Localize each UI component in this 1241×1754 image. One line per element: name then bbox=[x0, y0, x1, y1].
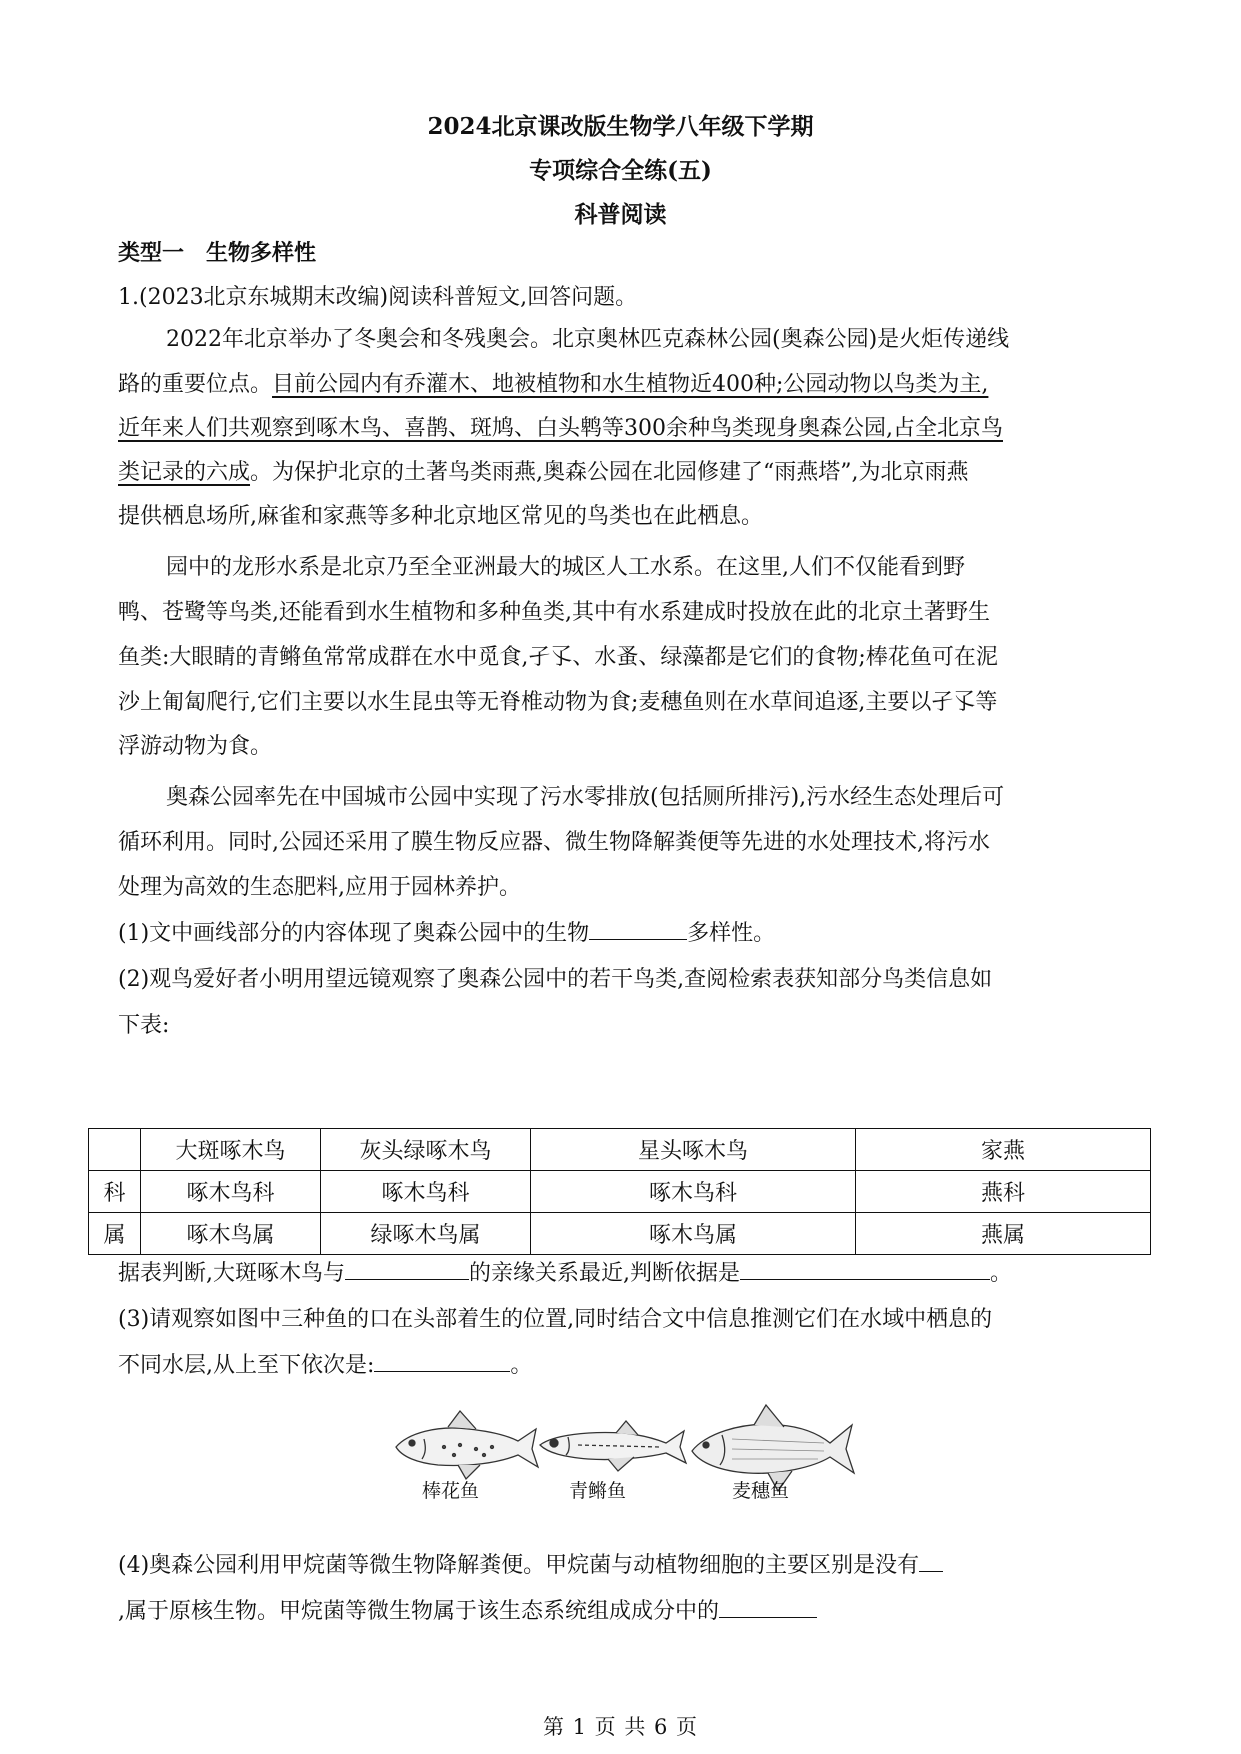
section-heading: 类型一 生物多样性 bbox=[118, 240, 317, 266]
table-cell: 星头啄木鸟 bbox=[531, 1129, 856, 1171]
question-text: 多样性。 bbox=[687, 921, 776, 946]
table-cell: 家燕 bbox=[856, 1129, 1151, 1171]
paragraph-line bbox=[118, 367, 1128, 398]
question-text: (4)奥森公园利用甲烷菌等微生物降解粪便。甲烷菌与动植物细胞的主要区别是没有 bbox=[118, 1553, 920, 1578]
paragraph-line: 处理为高效的生态肥料,应用于园林养护。 bbox=[118, 875, 521, 900]
fish-2-drawing bbox=[540, 1421, 686, 1471]
document-subtitle: 专项综合全练(五) bbox=[529, 157, 712, 184]
paragraph-line bbox=[118, 455, 1128, 486]
sub-question-3-cont bbox=[118, 1348, 1128, 1379]
answer-blank[interactable] bbox=[345, 1259, 469, 1280]
underlined-text: 目前公园内有乔灌木、地被植物和水生植物近400种;公园动物以鸟类为主, bbox=[272, 372, 989, 397]
answer-blank[interactable] bbox=[719, 1597, 817, 1618]
question-intro: 1.(2023北京东城期末改编)阅读科普短文,回答问题。 bbox=[118, 285, 638, 310]
table-cell: 绿啄木鸟属 bbox=[321, 1213, 531, 1255]
paragraph-line: 奥森公园率先在中国城市公园中实现了污水零排放(包括厕所排污),污水经生态处理后可 bbox=[166, 785, 1005, 810]
answer-blank[interactable] bbox=[374, 1351, 510, 1372]
paragraph-line: 提供栖息场所,麻雀和家燕等多种北京地区常见的鸟类也在此栖息。 bbox=[118, 504, 763, 529]
fish-label: 棒花鱼 bbox=[422, 1480, 480, 1502]
answer-blank[interactable] bbox=[589, 919, 687, 940]
page-number: 第 1 页 共 6 页 bbox=[542, 1715, 699, 1739]
table-cell: 啄木鸟科 bbox=[321, 1171, 531, 1213]
table-cell: 燕科 bbox=[856, 1171, 1151, 1213]
fish-1-drawing bbox=[396, 1411, 538, 1479]
sub-question-4-cont bbox=[118, 1594, 1128, 1625]
document-topic: 科普阅读 bbox=[574, 201, 667, 228]
table-cell: 啄木鸟科 bbox=[531, 1171, 856, 1213]
fish-label: 麦穗鱼 bbox=[732, 1480, 790, 1502]
bird-classification-table bbox=[88, 1128, 1151, 1255]
question-text: 不同水层,从上至下依次是: bbox=[118, 1353, 375, 1378]
sub-question-1 bbox=[118, 916, 1128, 947]
table-cell: 啄木鸟科 bbox=[141, 1171, 321, 1213]
table-cell: 科 bbox=[89, 1171, 141, 1213]
sub-question-3: (3)请观察如图中三种鱼的口在头部着生的位置,同时结合文中信息推测它们在水域中栖息的 bbox=[118, 1307, 993, 1332]
paragraph-line: 鸭、苍鹭等鸟类,还能看到水生植物和多种鱼类,其中有水系建成时投放在此的北京土著野生 bbox=[118, 600, 990, 625]
paragraph-line: 浮游动物为食。 bbox=[118, 734, 273, 759]
table-row bbox=[89, 1213, 1151, 1255]
table-cell: 啄木鸟属 bbox=[531, 1213, 856, 1255]
question-text: 的亲缘关系最近,判断依据是 bbox=[469, 1261, 740, 1286]
paragraph-text: 。为保护北京的土著鸟类雨燕,奥森公园在北园修建了“雨燕塔”,为北京雨燕 bbox=[250, 460, 969, 485]
fish-label: 青鳉鱼 bbox=[569, 1480, 627, 1502]
answer-blank[interactable] bbox=[919, 1551, 943, 1572]
table-cell: 啄木鸟属 bbox=[141, 1213, 321, 1255]
sub-question-2-cont: 下表: bbox=[118, 1013, 170, 1038]
question-text: 。 bbox=[510, 1353, 533, 1378]
paragraph-line: 2022年北京举办了冬奥会和冬残奥会。北京奥林匹克森林公园(奥森公园)是火炬传递线 bbox=[166, 327, 1010, 352]
table-row bbox=[89, 1171, 1151, 1213]
underlined-text: 近年来人们共观察到啄木鸟、喜鹊、斑鸠、白头鹎等300余种鸟类现身奥森公园,占全北京鸟 bbox=[118, 416, 1003, 441]
sub-question-4 bbox=[118, 1548, 1128, 1579]
question-text: 。 bbox=[990, 1261, 1013, 1286]
sub-question-2-answer bbox=[118, 1256, 1128, 1287]
table-cell: 属 bbox=[89, 1213, 141, 1255]
question-text: 据表判断,大斑啄木鸟与 bbox=[118, 1261, 345, 1286]
document-title: 2024北京课改版生物学八年级下学期 bbox=[427, 113, 814, 140]
question-text: ,属于原核生物。甲烷菌等微生物属于该生态系统组成成分中的 bbox=[118, 1599, 719, 1624]
sub-question-2: (2)观鸟爱好者小明用望远镜观察了奥森公园中的若干鸟类,查阅检索表获知部分鸟类信息如 bbox=[118, 967, 993, 992]
paragraph-line: 沙上匍匐爬行,它们主要以水生昆虫等无脊椎动物为食;麦穗鱼则在水草间追逐,主要以孑孓等 bbox=[118, 690, 998, 715]
paragraph-line: 园中的龙形水系是北京乃至全亚洲最大的城区人工水系。在这里,人们不仅能看到野 bbox=[166, 555, 965, 580]
answer-blank[interactable] bbox=[740, 1259, 990, 1280]
table-cell: 燕属 bbox=[856, 1213, 1151, 1255]
paragraph-text: 路的重要位点。 bbox=[118, 372, 273, 397]
question-text: (1)文中画线部分的内容体现了奥森公园中的生物 bbox=[118, 921, 590, 946]
table-cell bbox=[89, 1129, 141, 1171]
table-cell: 大斑啄木鸟 bbox=[141, 1129, 321, 1171]
paragraph-line: 循环利用。同时,公园还采用了膜生物反应器、微生物降解粪便等先进的水处理技术,将污水 bbox=[118, 830, 990, 855]
table-header-row bbox=[89, 1129, 1151, 1171]
table-cell: 灰头绿啄木鸟 bbox=[321, 1129, 531, 1171]
paragraph-line: 鱼类:大眼睛的青鳉鱼常常成群在水中觅食,孑孓、水蚤、绿藻都是它们的食物;棒花鱼可在泥 bbox=[118, 645, 998, 670]
underlined-text: 类记录的六成 bbox=[118, 460, 251, 485]
